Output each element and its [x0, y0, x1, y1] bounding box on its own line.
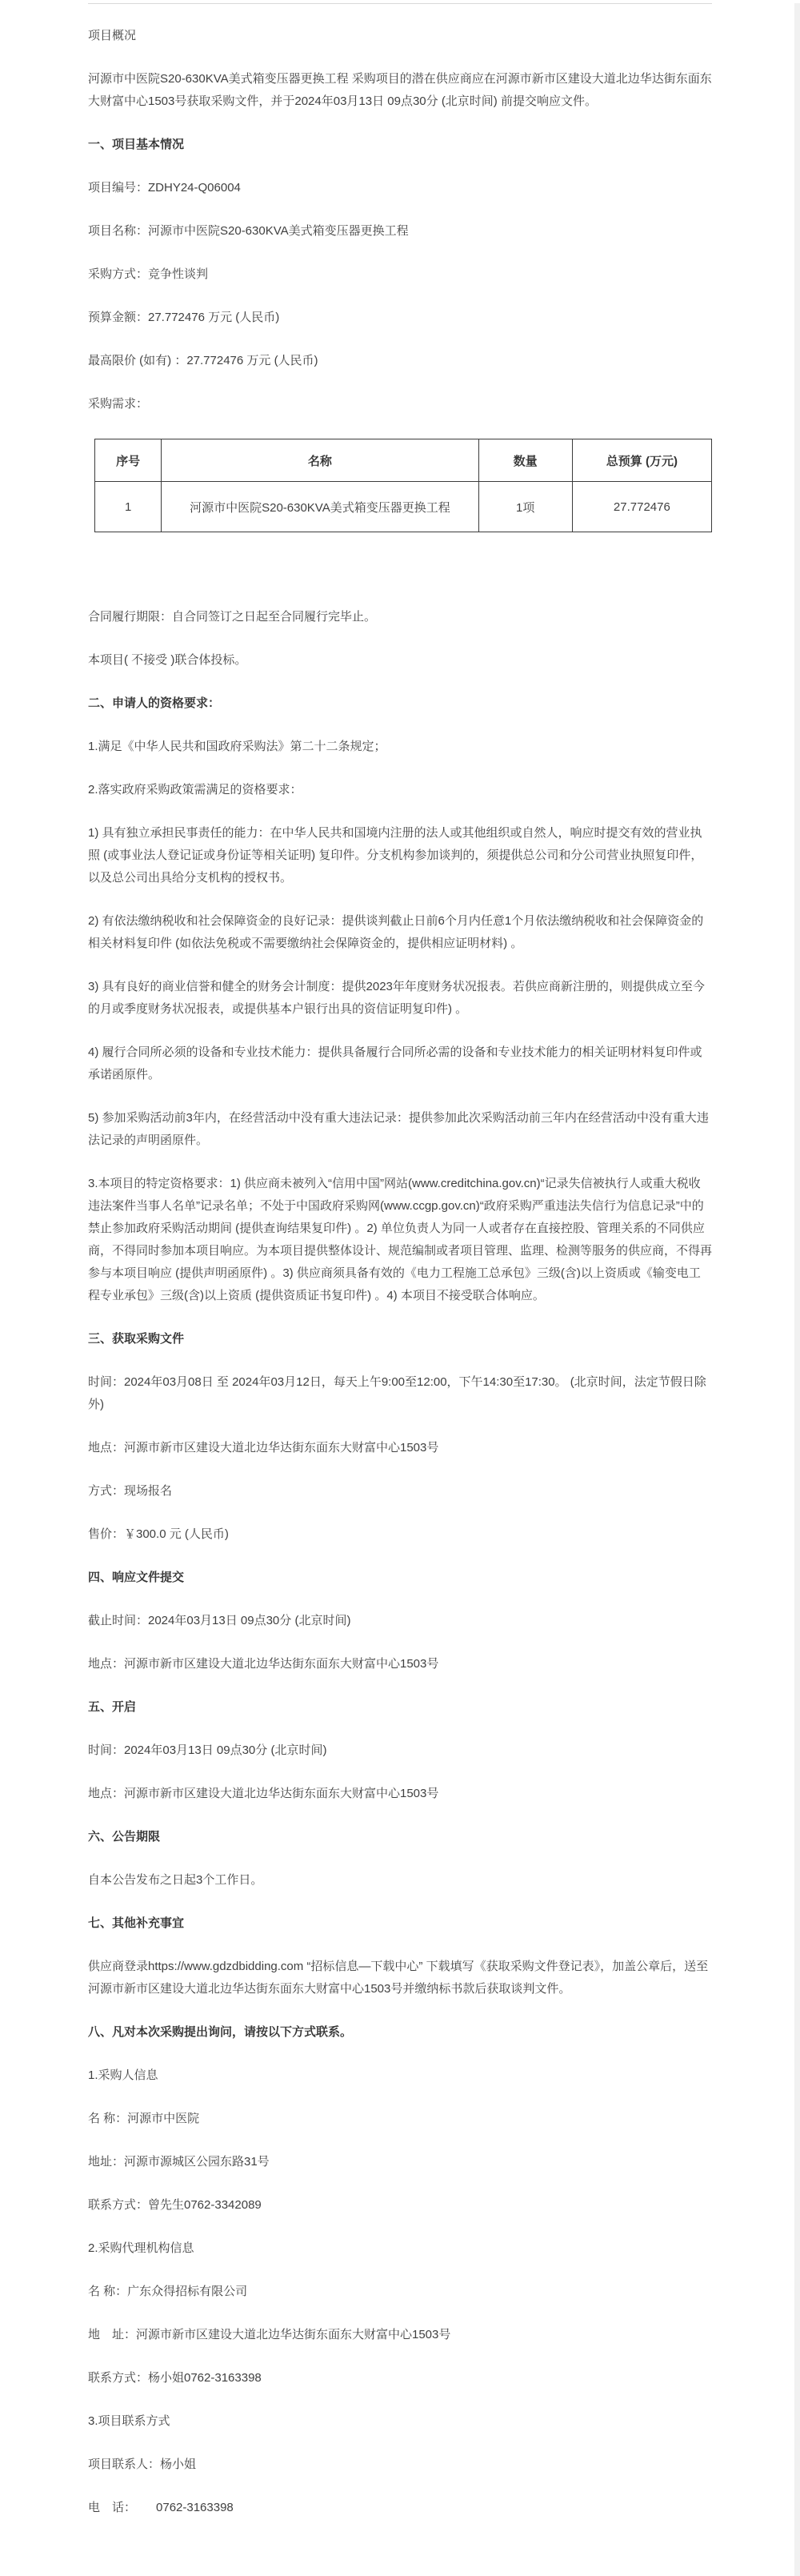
- section-heading-obtain-documents: 三、获取采购文件: [88, 1332, 185, 1346]
- table-header-row: [95, 439, 712, 482]
- obtain-price: 售价：￥300.0 元 (人民币): [88, 1527, 229, 1541]
- col-header-qty: 数量: [478, 439, 572, 482]
- agency-contact: 联系方式：杨小姐0762-3163398: [88, 2371, 262, 2385]
- cell-seq: 1: [95, 482, 162, 532]
- purchaser-contact: 联系方式：曾先生0762-3342089: [88, 2198, 262, 2212]
- agency-name: 名 称：广东众得招标有限公司: [88, 2285, 248, 2298]
- qual-tax-social: 2) 有依法缴纳税收和社会保障资金的良好记录：提供谈判截止日前6个月内任意1个月依法缴纳税收和社会保障资金的相关材料复印件 (如依法免税或不需要缴纳社会保障资金的，提供相应证明材料) 。: [88, 914, 704, 950]
- submission-location: 地点：河源市新市区建设大道北边华达街东面东大财富中心1503号: [88, 1657, 439, 1671]
- overview-text: 河源市中医院S20-630KVA美式箱变压器更换工程 采购项目的潜在供应商应在河源市新市区建设大道北边华达街东面东大财富中心1503号获取采购文件，并于2024年03月13日 09点30分 (北京时间) 前提交响应文件。: [88, 72, 712, 108]
- field-budget-amount: 预算金额：27.772476 万元 (人民币): [88, 311, 280, 324]
- section-heading-qualifications: 二、申请人的资格要求：: [88, 696, 221, 710]
- cell-qty: 1项: [478, 482, 572, 532]
- agency-address: 地 址：河源市新市区建设大道北边华达街东面东大财富中心1503号: [88, 2328, 451, 2341]
- obtain-time: 时间：2024年03月08日 至 2024年03月12日，每天上午9:00至12:00，下午14:30至17:30。 (北京时间，法定节假日除外): [88, 1375, 706, 1411]
- announcement-period-text: 自本公告发布之日起3个工作日。: [88, 1873, 263, 1887]
- section-heading-basic-info: 一、项目基本情况: [88, 138, 185, 151]
- qual-finance: 3) 具有良好的商业信誉和健全的财务会计制度：提供2023年年度财务状况报表。若供应商新注册的，则提供成立至今的月或季度财务状况报表，或提供基本户银行出具的资信证明复印件) 。: [88, 980, 705, 1016]
- cell-name: 河源市中医院S20-630KVA美式箱变压器更换工程: [162, 482, 478, 532]
- opening-location: 地点：河源市新市区建设大道北边华达街东面东大财富中心1503号: [88, 1787, 439, 1800]
- col-header-seq: 序号: [95, 439, 162, 482]
- agency-info-label: 2.采购代理机构信息: [88, 2241, 194, 2255]
- qual-equipment: 4) 履行合同所必须的设备和专业技术能力：提供具备履行合同所必需的设备和专业技术能力的相关证明材料复印件或承诺函原件。: [88, 1045, 702, 1081]
- purchaser-name: 名 称：河源市中医院: [88, 2112, 200, 2125]
- qual-civil-capacity: 1) 具有独立承担民事责任的能力：在中华人民共和国境内注册的法人或其他组织或自然人，响应时提交有效的营业执照 (或事业法人登记证或身份证等相关证明) 复印件。分支机构参加谈判的，须提供总公司和分公司营业执照复印件，以及总公司出具给分支机构的授权书。: [88, 826, 703, 885]
- table-row: [95, 482, 712, 532]
- purchaser-address: 地址：河源市源城区公园东路31号: [88, 2155, 270, 2169]
- qual-specific: 3.本项目的特定资格要求：1) 供应商未被列入“信用中国”网站(www.creditchina.gov.cn)“记录失信被执行人或重大税收违法案件当事人名单”记录名单；不处于中国政府采购网(www.ccgp.gov.cn)“政府采购严重违法失信行为信息记录”中的禁止参加政府采购活动期间 (提供查询结果复印件) 。2) 单位负责人为同一人或者存在直接控股、管理关系的不同供应商，不得同时参加本项目响应。为本项目提供整体设计、规范编制或者项目管理、监理、检测等服务的供应商，不得再参与本项目响应 (提供声明函原件) 。3) 供应商须具备有效的《电力工程施工总承包》三级(含)以上资质或《输变电工程专业承包》三级(含)以上资质 (提供资质证书复印件) 。4) 本项目不接受联合体响应。: [88, 1177, 713, 1302]
- qual-law-22: 1.满足《中华人民共和国政府采购法》第二十二条规定；: [88, 740, 386, 753]
- field-project-number: 项目编号：ZDHY24-Q06004: [88, 181, 241, 195]
- field-consortium-bid: 本项目( 不接受 )联合体投标。: [88, 653, 247, 667]
- col-header-name: 名称: [162, 439, 478, 482]
- field-project-name: 项目名称：河源市中医院S20-630KVA美式箱变压器更换工程: [88, 224, 409, 238]
- obtain-location: 地点：河源市新市区建设大道北边华达街东面东大财富中心1503号: [88, 1441, 439, 1455]
- section-heading-opening: 五、开启: [88, 1700, 137, 1714]
- obtain-method: 方式：现场报名: [88, 1484, 173, 1498]
- section-heading-contact: 八、凡对本次采购提出询问，请按以下方式联系。: [88, 2025, 353, 2039]
- section-heading-announcement-period: 六、公告期限: [88, 1830, 161, 1844]
- section-heading-supplementary: 七、其他补充事宜: [88, 1916, 185, 1930]
- col-header-budget: 总预算 (万元): [572, 439, 711, 482]
- purchaser-info-label: 1.采购人信息: [88, 2068, 158, 2082]
- overview-title: 项目概况: [88, 29, 137, 42]
- announcement-document: [88, 3, 712, 2564]
- project-contact-phone: 电 话： 0762-3163398: [88, 2501, 234, 2514]
- opening-time: 时间：2024年03月13日 09点30分 (北京时间): [88, 1743, 327, 1757]
- field-contract-period: 合同履行期限：自合同签订之日起至合同履行完毕止。: [88, 610, 377, 624]
- field-procurement-method: 采购方式：竞争性谈判: [88, 267, 209, 281]
- scrollbar-track[interactable]: [794, 3, 800, 2576]
- project-contact-person: 项目联系人：杨小姐: [88, 2458, 197, 2471]
- cell-budget: 27.772476: [572, 482, 711, 532]
- section-heading-submission: 四、响应文件提交: [88, 1571, 185, 1584]
- supplementary-text: 供应商登录https://www.gdzdbidding.com “招标信息—下载中心” 下载填写《获取采购文件登记表》，加盖公章后，送至河源市新市区建设大道北边华达街东面东大财富中心1503号并缴纳标书款后获取谈判文件。: [88, 1960, 709, 1996]
- project-contact-label: 3.项目联系方式: [88, 2414, 170, 2428]
- procurement-demand-table: [94, 439, 712, 532]
- field-max-price: 最高限价 (如有) ：27.772476 万元 (人民币): [88, 354, 318, 367]
- qual-no-violation: 5) 参加采购活动前3年内，在经营活动中没有重大违法记录：提供参加此次采购活动前三年内在经营活动中没有重大违法记录的声明函原件。: [88, 1111, 709, 1147]
- qual-policy: 2.落实政府采购政策需满足的资格要求：: [88, 783, 302, 796]
- submission-deadline: 截止时间：2024年03月13日 09点30分 (北京时间): [88, 1614, 351, 1627]
- field-procurement-demand-label: 采购需求：: [88, 397, 149, 411]
